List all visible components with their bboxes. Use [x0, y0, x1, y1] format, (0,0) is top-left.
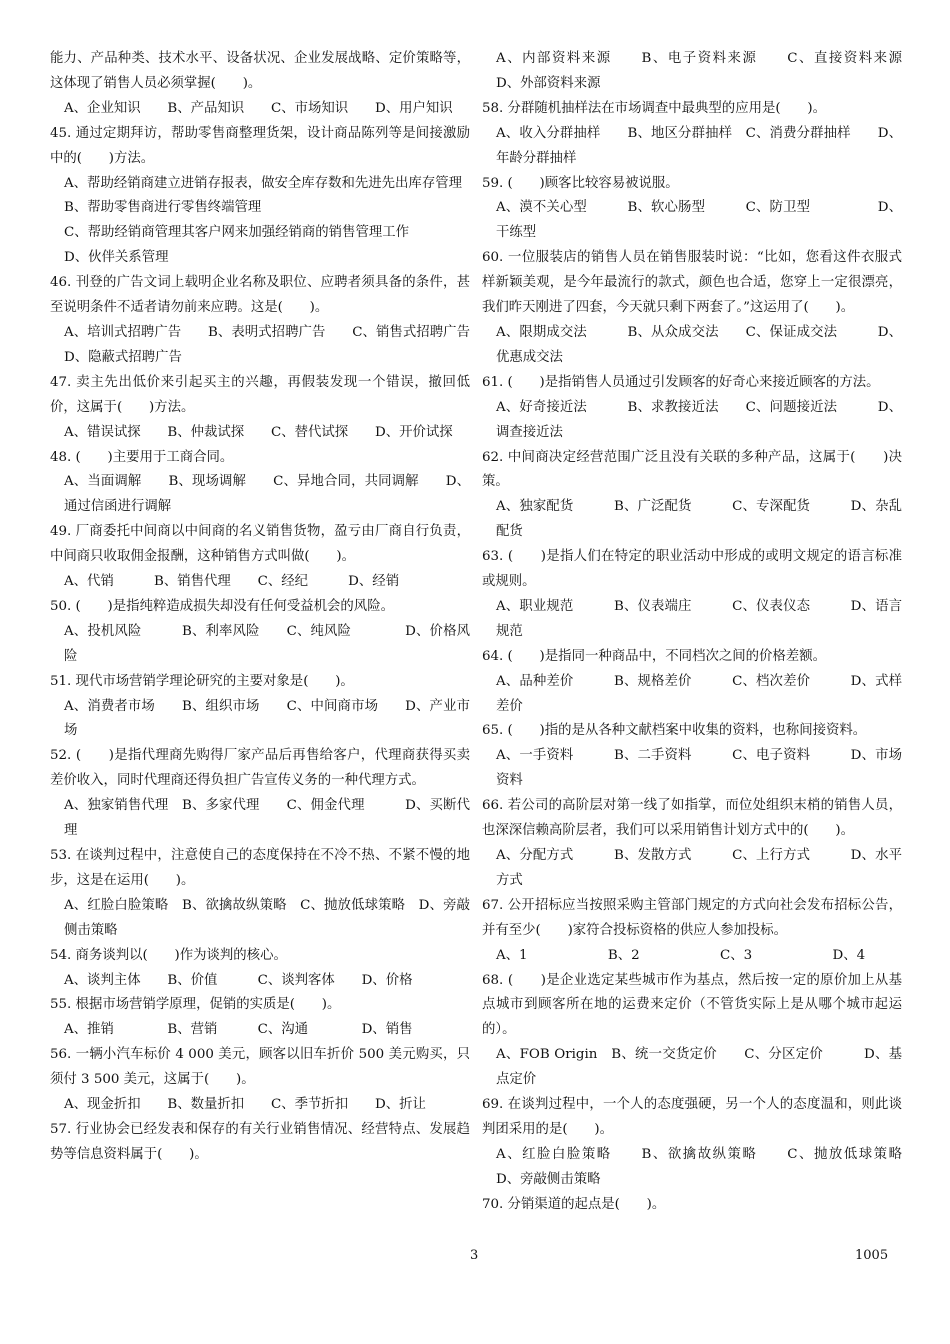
question-text: 45. 通过定期拜访，帮助零售商整理货架，设计商品陈列等是间接激励中的( )方法。 [50, 125, 470, 166]
answer-options: A、推销 B、营销 C、沟通 D、销售 [64, 1022, 413, 1038]
answer-options: A、内部资料来源 B、电子资料来源 C、直接资料来源 D、外部资料来源 [496, 51, 929, 91]
answer-options: A、谈判主体 B、价值 C、谈判客体 D、价格 [64, 972, 413, 988]
answer-options: A、培训式招聘广告 B、表明式招聘广告 C、销售式招聘广告 D、隐蔽式招聘广告 [64, 324, 497, 365]
question-text: 47. 卖主先出低价来引起买主的兴趣，再假装发现一个错误，撤回低价，这属于( )方法。 [50, 374, 470, 415]
document-code: 1005 [855, 1248, 889, 1263]
question-text: 46. 刊登的广告文词上载明企业名称及职位、应聘者须具备的条件，甚至说明条件不适者请勿前来应聘。这是( )。 [50, 275, 470, 316]
right-column [482, 47, 929, 1218]
answer-options: C、帮助经销商管理其客户网来加强经销商的销售管理工作 [64, 225, 410, 241]
question-text: 64. ( )是指同一种商品中，不同档次之间的价格差额。 [482, 648, 826, 664]
question-text: 58. 分群随机抽样法在市场调查中最典型的应用是( )。 [482, 100, 826, 116]
answer-options: A、投机风险 B、利率风险 C、纯风险 D、价格风险 [64, 623, 470, 664]
answer-options: D、伙伴关系管理 [64, 250, 169, 266]
answer-options: A、好奇接近法 B、求教接近法 C、问题接近法 D、调查接近法 [496, 399, 902, 440]
answer-options: A、消费者市场 B、组织市场 C、中间商市场 D、产业市场 [64, 698, 470, 739]
answer-options: A、职业规范 B、仪表端庄 C、仪表仪态 D、语言规范 [496, 598, 902, 639]
answer-options: A、独家配货 B、广泛配货 C、专深配货 D、杂乱配货 [496, 499, 902, 540]
answer-options: A、当面调解 B、现场调解 C、异地合同，共同调解 D、通过信函进行调解 [64, 474, 470, 515]
question-text: 67. 公开招标应当按照采购主管部门规定的方式向社会发布招标公告，并有至少( )家符合投标资格的供应人参加投标。 [482, 897, 902, 938]
answer-options: A、品种差价 B、规格差价 C、档次差价 D、式样差价 [496, 673, 902, 714]
answer-options: A、漠不关心型 B、软心肠型 C、防卫型 D、干练型 [496, 200, 902, 241]
question-text: 68. ( )是企业选定某些城市作为基点，然后按一定的原价加上从基点城市到顾客所在地的运费来定价（不管货实际上是从哪个城市起运的）。 [482, 972, 902, 1038]
answer-options: A、错误试探 B、仲裁试探 C、替代试探 D、开价试探 [64, 424, 453, 440]
answer-options: A、现金折扣 B、数量折扣 C、季节折扣 D、折让 [64, 1097, 426, 1113]
answer-options: B、帮助零售商进行零售终端管理 [64, 200, 262, 216]
question-text: 51. 现代市场营销学理论研究的主要对象是( )。 [50, 673, 354, 689]
question-text: 69. 在谈判过程中，一个人的态度强硬，另一个人的态度温和，则此谈判团采用的是( )。 [482, 1097, 902, 1137]
question-text: 能力、产品种类、技术水平、设备状况、企业发展战略、定价策略等，这体现了销售人员必须掌握( )。 [50, 51, 470, 91]
answer-options: A、1 B、2 C、3 D、4 [496, 947, 866, 963]
question-text: 63. ( )是指人们在特定的职业活动中形成的或明文规定的语言标准或规则。 [482, 549, 902, 590]
question-text: 57. 行业协会已经发表和保存的有关行业销售情况、经营特点、发展趋势等信息资料属于( )。 [50, 1121, 470, 1162]
question-text: 66. 若公司的高阶层对第一线了如指掌，而位处组织末梢的销售人员，也深深信赖高阶层者，我们可以采用销售计划方式中的( )。 [482, 798, 902, 839]
question-text: 52. ( )是指代理商先购得厂家产品后再售给客户，代理商获得买卖差价收入，同时代理商还得负担广告宣传义务的一种代理方式。 [50, 748, 470, 789]
answer-options: A、FOB Origin B、统一交货定价 C、分区定价 D、基点定价 [496, 1047, 902, 1088]
answer-options: A、一手资料 B、二手资料 C、电子资料 D、市场资料 [496, 748, 902, 789]
question-text: 48. ( )主要用于工商合同。 [50, 449, 234, 465]
question-text: 60. 一位服装店的销售人员在销售服装时说：“比如，您看这件衣服式样新颖美观，是今年最流行的款式，颜色也合适，您穿上一定很漂亮，我们昨天刚进了四套，今天就只剩下两套了。”这运用了( )。 [482, 250, 902, 316]
question-text: 62. 中间商决定经营范围广泛且没有关联的多种产品，这属于( )决策。 [482, 449, 902, 490]
question-text: 59. ( )顾客比较容易被说服。 [482, 175, 679, 191]
question-text: 53. 在谈判过程中，注意使自己的态度保持在不冷不热、不紧不慢的地步，这是在运用( )。 [50, 848, 470, 888]
answer-options: A、代销 B、销售代理 C、经纪 D、经销 [64, 574, 400, 590]
answer-options: A、收入分群抽样 B、地区分群抽样 C、消费分群抽样 D、年龄分群抽样 [496, 125, 902, 166]
question-text: 54. 商务谈判以( )作为谈判的核心。 [50, 947, 287, 963]
answer-options: A、红脸白脸策略 B、欲擒故纵策略 C、抛放低球策略 D、旁敲侧击策略 [496, 1146, 929, 1187]
question-text: 70. 分销渠道的起点是( )。 [482, 1196, 666, 1212]
left-column [50, 47, 497, 1168]
question-text: 61. ( )是指销售人员通过引发顾客的好奇心来接近顾客的方法。 [482, 374, 880, 390]
answer-options: A、企业知识 B、产品知识 C、市场知识 D、用户知识 [64, 100, 453, 116]
question-text: 56. 一辆小汽车标价 4 000 美元，顾客以旧车折价 500 美元购买，只须付 3 500 美元，这属于( )。 [50, 1047, 470, 1088]
answer-options: A、红脸白脸策略 B、欲擒故纵策略 C、抛放低球策略 D、旁敲侧击策略 [64, 897, 470, 938]
answer-options: A、帮助经销商建立进销存报表，做安全库存数和先进先出库存管理 [64, 175, 462, 191]
question-text: 55. 根据市场营销学原理，促销的实质是( )。 [50, 997, 341, 1013]
question-text: 50. ( )是指纯粹造成损失却没有任何受益机会的风险。 [50, 598, 394, 614]
answer-options: A、独家销售代理 B、多家代理 C、佣金代理 D、买断代理 [64, 798, 470, 839]
answer-options: A、分配方式 B、发散方式 C、上行方式 D、水平方式 [496, 848, 902, 888]
answer-options: A、限期成交法 B、从众成交法 C、保证成交法 D、优惠成交法 [496, 324, 902, 365]
question-text: 65. ( )指的是从各种文献档案中收集的资料，也称间接资料。 [482, 723, 867, 739]
page-number: 3 [470, 1248, 479, 1263]
question-text: 49. 厂商委托中间商以中间商的名义销售货物，盈亏由厂商自行负责，中间商只收取佣金报酬，这种销售方式叫做( )。 [50, 524, 470, 565]
